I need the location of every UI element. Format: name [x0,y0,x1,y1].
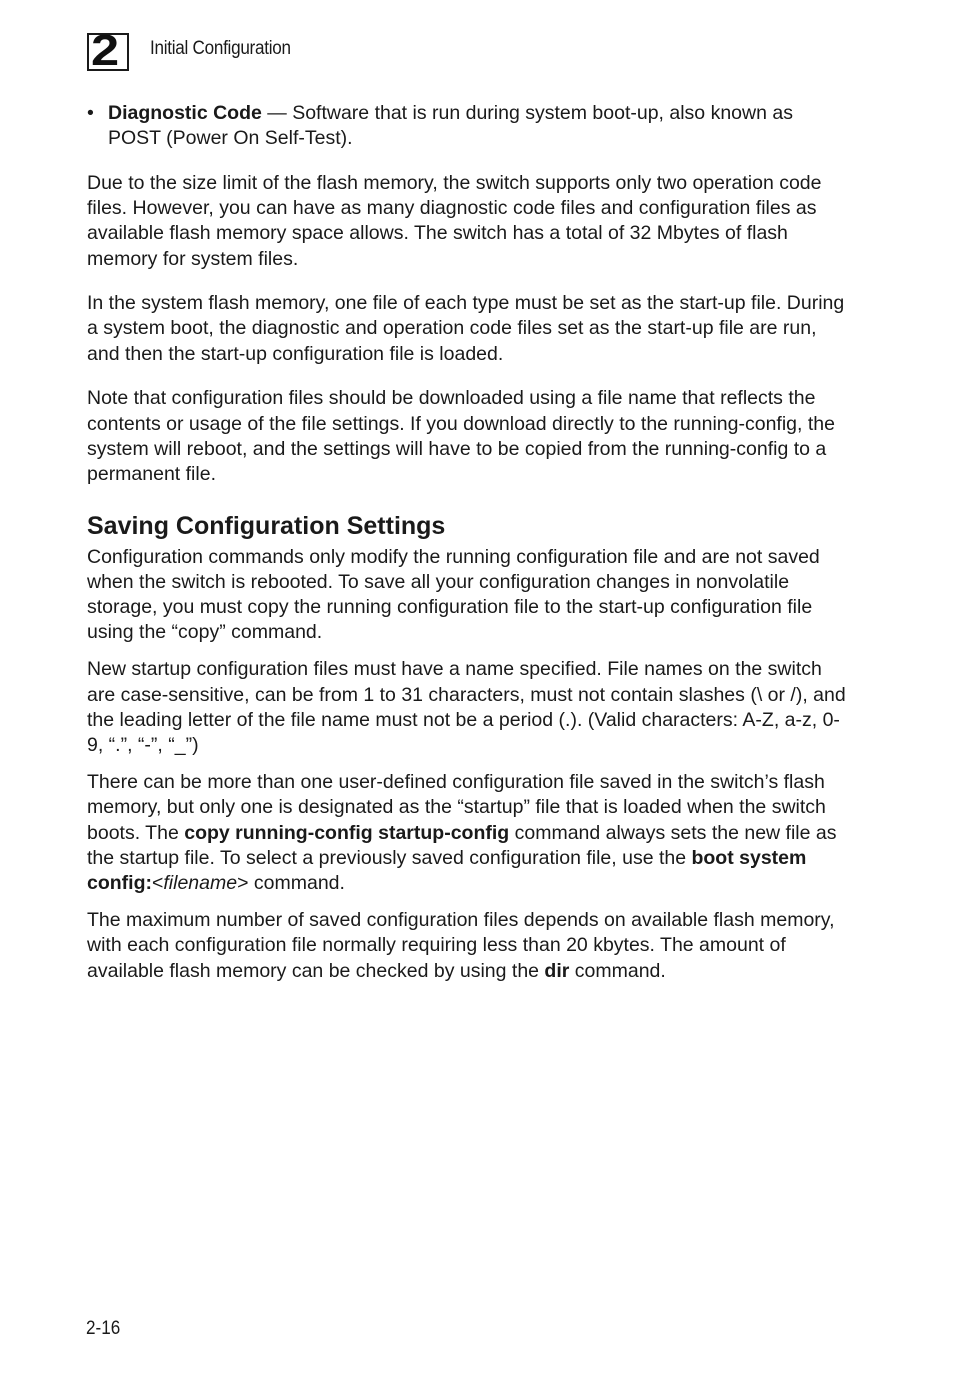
bullet-text: — Software that is run during system boot-up, also known as POST (Power On Self-Test). [108,102,793,150]
paragraph-max-files [87,908,847,984]
chapter-number-badge [87,26,129,75]
paragraph-download-note: Note that configuration files should be downloaded using a file name that reflects the contents or usage of the file settings. If you download directly to the running-config, the system will reboot, and the settings will have to be copied from the running-config to a permanent file. [87,387,835,485]
chapter-number: 2 [91,26,120,75]
page-body [87,101,847,996]
paragraph-startup-file: In the system flash memory, one file of each type must be set as the start-up file. During a system boot, the diagnostic and operation code files set as the start-up file are run, and then the start-up configuration file is loaded. [87,292,845,365]
running-header-title: Initial Configuration [150,38,291,59]
command-dir: dir [544,959,570,982]
command-boot-system-config: boot system config: [87,846,807,895]
text-run: There can be more than one user-defined configuration file saved in the switch’s flash memory, but only one is designated as the “startup” file that is loaded when the switch boots. The [87,771,826,844]
text-run: command always sets the new file as the startup file. To select a previously saved configuration file, use the [87,821,837,869]
text-run: command. [569,959,666,982]
bullet-item-diagnostic-code [87,101,847,151]
text-run: The maximum number of saved configuration files depends on available flash memory, with each configuration file normally requiring less than 20 kbytes. The amount of available flash memory can be checked by using the [87,909,835,982]
paragraph-startup-designation [87,770,847,896]
paragraph-flash-limit: Due to the size limit of the flash memory, the switch supports only two operation code files. However, you can have as many diagnostic code files and configuration files as available flash memory space allows. The switch has a total of 32 Mbytes of flash memory for system files. [87,171,822,270]
paragraph-save-config: Configuration commands only modify the running configuration file and are not saved when the switch is rebooted. To save all your configuration changes in nonvolatile storage, you must copy the running configuration file to the start-up configuration file using the “copy” command. [87,545,820,644]
section-heading: Saving Configuration Settings [87,511,446,540]
bullet-term: Diagnostic Code [108,102,262,124]
command-argument-filename: filename [163,872,238,895]
paragraph-file-names: New startup configuration files must have a name specified. File names on the switch are case-sensitive, can be from 1 to 31 characters, must not contain slashes (\ or /), and the leading letter of the file name must not be a period (.). (Valid characters: A-Z, a-z, 0-9, “.”, “-”, “_”) [87,658,846,757]
command-copy-running-config: copy running-config startup-config [184,821,510,844]
page-number: 2-16 [86,1318,121,1339]
bullet-marker: • [87,102,94,124]
text-run: < [151,872,164,895]
text-run: > command. [237,872,345,895]
